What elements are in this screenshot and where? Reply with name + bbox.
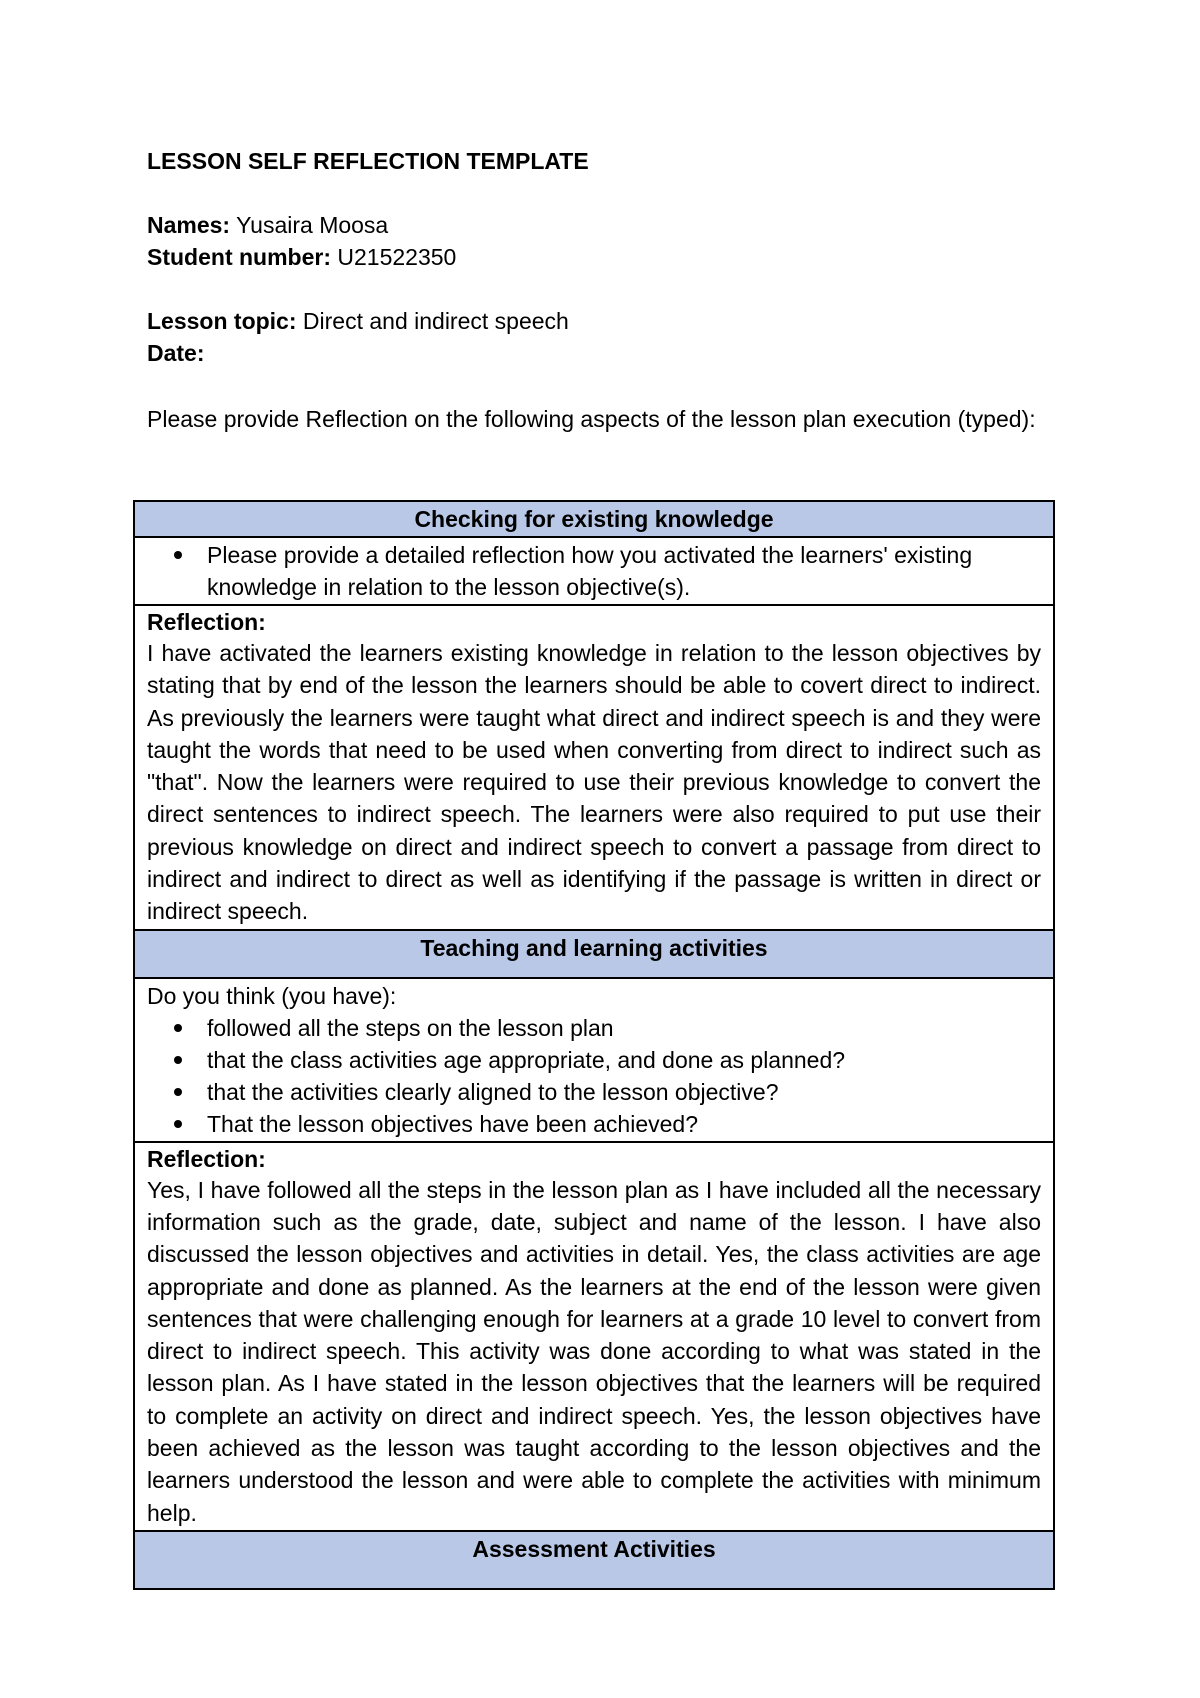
names-value: Yusaira Moosa [230, 212, 389, 238]
lesson-topic-label: Lesson topic: [147, 308, 297, 334]
student-number-value: U21522350 [331, 244, 457, 270]
reflection-label: Reflection: [147, 609, 266, 635]
bullet-icon [174, 1056, 182, 1064]
teaching-activities-prompt-list [147, 1012, 1041, 1140]
student-number-line [147, 242, 456, 272]
lesson-topic-value: Direct and indirect speech [296, 308, 569, 334]
prompt-intro: Do you think (you have): [147, 982, 397, 1009]
document-title: LESSON SELF REFLECTION TEMPLATE [147, 148, 589, 174]
teaching-activities-reflection-cell [134, 1142, 1054, 1531]
bullet-icon [174, 551, 182, 559]
reflection-text: I have activated the learners existing knowledge in relation to the lesson objectives by stating that by end of the lesson the learners should be able to covert direct to indirect. As previously the learners were taught what direct and indirect speech is and they were taught the words that need to be used when converting from direct to indirect such as "that". Now the learners were required to use their previous knowledge to convert the direct sentences to indirect speech. The learners were also required to put use their previous knowledge on direct and indirect speech to convert a passage from direct to indirect and indirect to direct as well as identifying if the passage is written in direct or indirect speech. [147, 640, 1041, 925]
student-number-label: Student number: [147, 244, 331, 270]
existing-knowledge-reflection-cell [134, 605, 1054, 930]
section-heading-teaching-activities: Teaching and learning activities [134, 930, 1054, 978]
bullet-icon [174, 1120, 182, 1128]
intro-paragraph: Please provide Reflection on the following aspects of the lesson plan execution (typed): [147, 406, 1036, 432]
names-label: Names: [147, 212, 231, 238]
existing-knowledge-prompt-cell [134, 537, 1054, 605]
list-item [207, 1012, 1041, 1044]
date-label: Date: [147, 340, 205, 366]
prompt-text: That the lesson objectives have been achieved? [207, 1110, 698, 1137]
section-heading-assessment: Assessment Activities [134, 1531, 1054, 1589]
teaching-activities-prompt-cell [134, 978, 1054, 1142]
list-item [207, 1108, 1041, 1140]
existing-knowledge-prompt-list [147, 539, 1041, 603]
section-heading-existing-knowledge: Checking for existing knowledge [134, 501, 1054, 537]
list-item [207, 1076, 1041, 1108]
lesson-topic-line [147, 306, 569, 336]
prompt-text: Please provide a detailed reflection how you activated the learners' existing knowledge in relation to the lesson objective(s). [207, 542, 973, 600]
reflection-text: Yes, I have followed all the steps in the lesson plan as I have included all the necessary information such as the grade, date, subject and name of the lesson. I have also discussed the lesson objectives and activities in detail. Yes, the class activities are age appropriate and done as planned. As the learners at the end of the lesson were given sentences that were challenging enough for learners at a grade 10 level to convert from direct to indirect speech. This activity was done according to what was stated in the lesson plan. As I have stated in the lesson objectives that the learners will be required to complete an activity on direct and indirect speech. Yes, the lesson objectives have been achieved as the lesson was taught according to the lesson objectives and the learners understood the lesson and were able to complete the activities with minimum help. [147, 1176, 1041, 1526]
reflection-table [133, 500, 1055, 1590]
date-line [147, 338, 205, 368]
list-item [207, 1044, 1041, 1076]
prompt-text: that the activities clearly aligned to the lesson objective? [207, 1078, 779, 1105]
prompt-text: that the class activities age appropriate, and done as planned? [207, 1046, 846, 1073]
prompt-text: followed all the steps on the lesson plan [207, 1014, 614, 1041]
list-item [207, 539, 1041, 603]
bullet-icon [174, 1088, 182, 1096]
names-line [147, 210, 388, 240]
bullet-icon [174, 1024, 182, 1032]
reflection-label: Reflection: [147, 1145, 266, 1172]
